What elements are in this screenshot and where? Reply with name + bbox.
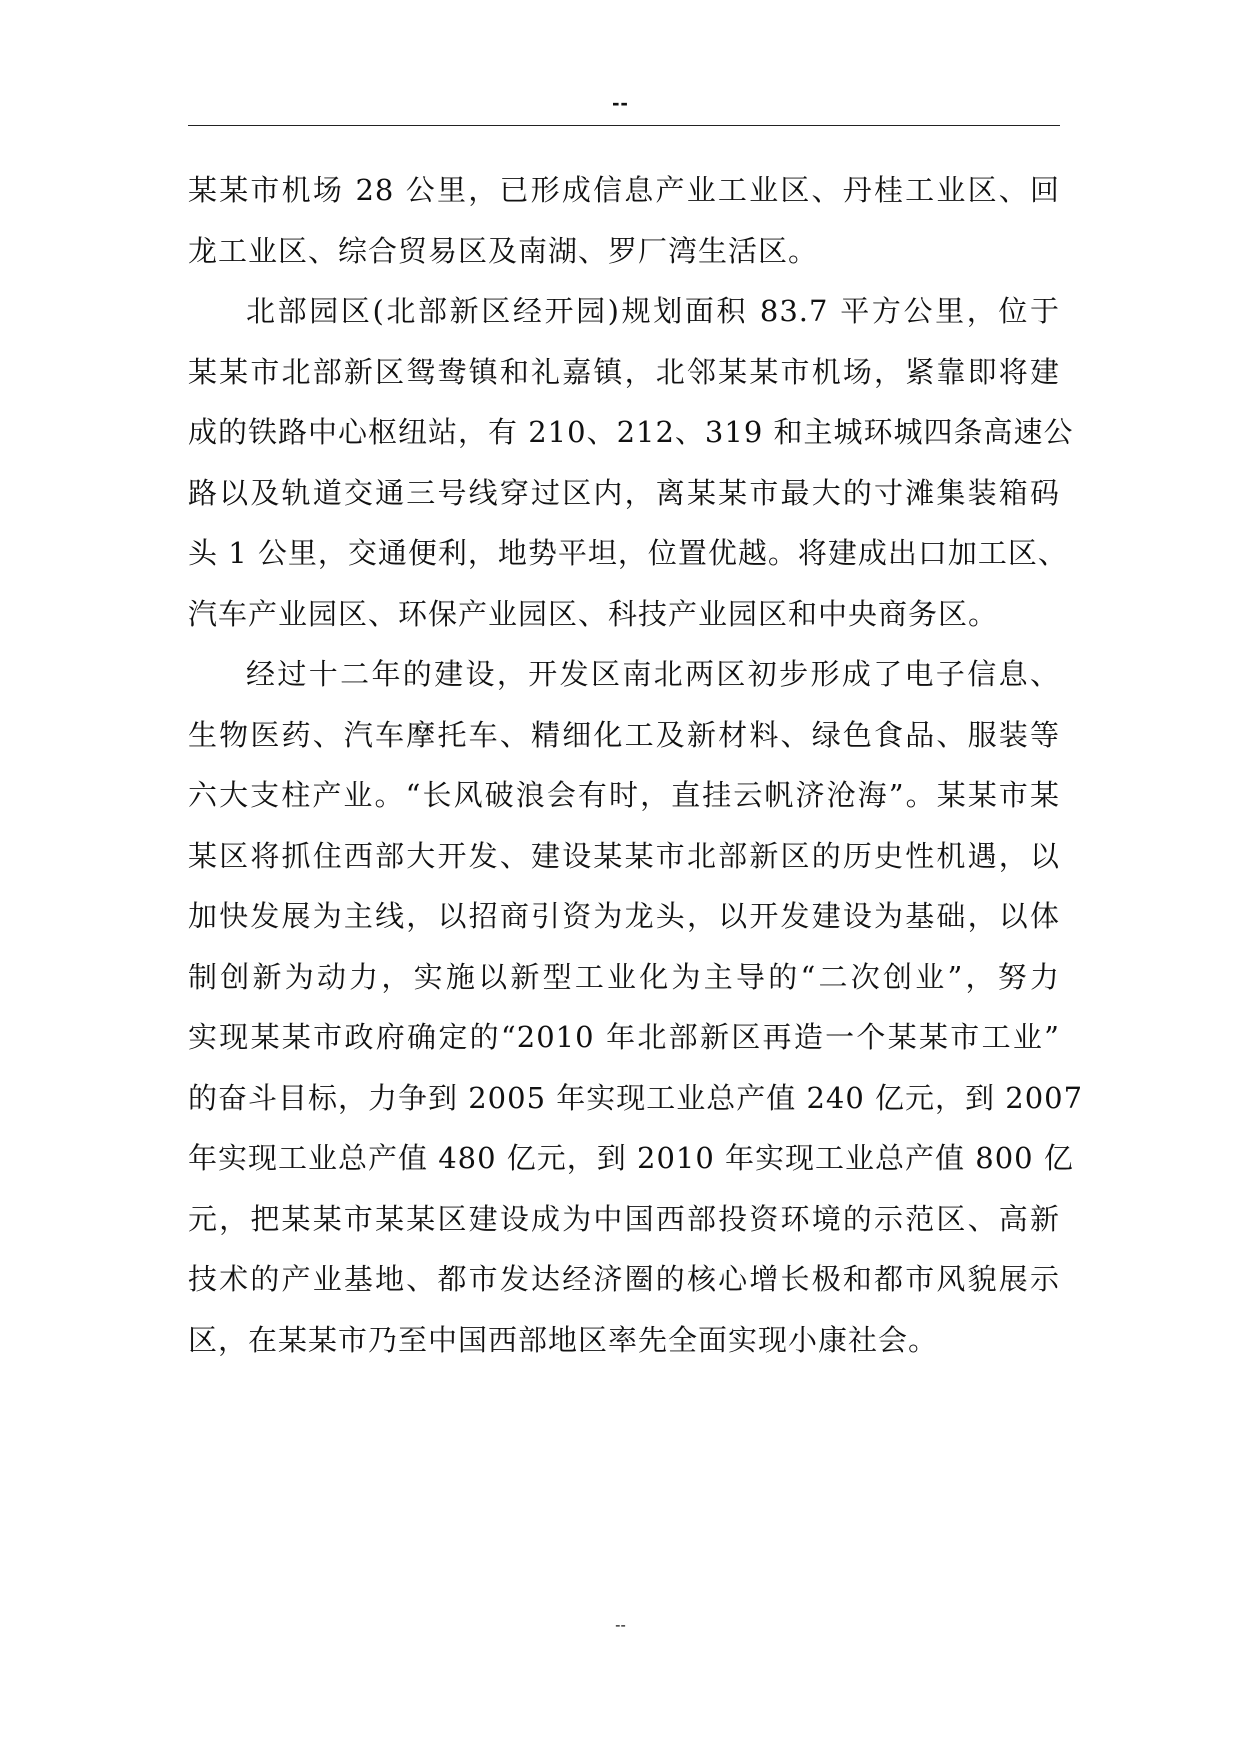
page-header-mark: --	[612, 90, 629, 115]
header-divider	[188, 125, 1060, 126]
document-body	[188, 160, 1084, 1370]
text-line: 区，在某某市乃至中国西部地区率先全面实现小康社会。	[188, 1322, 939, 1357]
text-line: 北部园区(北部新区经开园)规划面积 83.7 平方公里，位于	[246, 294, 1060, 328]
text-line: 经过十二年的建设，开发区南北两区初步形成了电子信息、	[246, 657, 1060, 691]
page-footer-mark: --	[615, 1617, 626, 1634]
text-line: 某某市机场 28 公里，已形成信息产业工业区、丹桂工业区、回	[188, 173, 1060, 207]
text-line: 年实现工业总产值 480 亿元，到 2010 年实现工业总产值 800 亿	[188, 1141, 1074, 1175]
text-line: 某某市北部新区鸳鸯镇和礼嘉镇，北邻某某市机场，紧靠即将建	[188, 354, 1060, 389]
text-line: 成的铁路中心枢纽站，有 210、212、319 和主城环城四条高速公	[188, 415, 1074, 449]
text-line: 某区将抓住西部大开发、建设某某市北部新区的历史性机遇，以	[188, 838, 1060, 873]
text-line: 的奋斗目标，力争到 2005 年实现工业总产值 240 亿元，到 2007	[188, 1080, 1084, 1115]
text-line: 制创新为动力，实施以新型工业化为主导的“二次创业”，努力	[188, 959, 1060, 994]
text-line: 头 1 公里，交通便利，地势平坦，位置优越。将建成出口加工区、	[188, 536, 1068, 570]
text-line: 生物医药、汽车摩托车、精细化工及新材料、绿色食品、服装等	[188, 717, 1060, 752]
paragraph-3	[188, 644, 1084, 1370]
text-line: 六大支柱产业。“长风破浪会有时，直挂云帆济沧海”。某某市某	[188, 778, 1060, 812]
text-line: 实现某某市政府确定的“2010 年北部新区再造一个某某市工业”	[188, 1020, 1060, 1054]
text-line: 技术的产业基地、都市发达经济圈的核心增长极和都市风貌展示	[188, 1262, 1060, 1296]
paragraph-1	[188, 160, 1060, 281]
text-line: 路以及轨道交通三号线穿过区内，离某某市最大的寸滩集装箱码	[188, 475, 1060, 510]
text-line: 汽车产业园区、环保产业园区、科技产业园区和中央商务区。	[188, 596, 999, 631]
text-line: 龙工业区、综合贸易区及南湖、罗厂湾生活区。	[188, 233, 819, 268]
paragraph-2	[188, 281, 1074, 644]
text-line: 加快发展为主线，以招商引资为龙头，以开发建设为基础，以体	[188, 899, 1060, 933]
text-line: 元，把某某市某某区建设成为中国西部投资环境的示范区、高新	[188, 1201, 1060, 1236]
